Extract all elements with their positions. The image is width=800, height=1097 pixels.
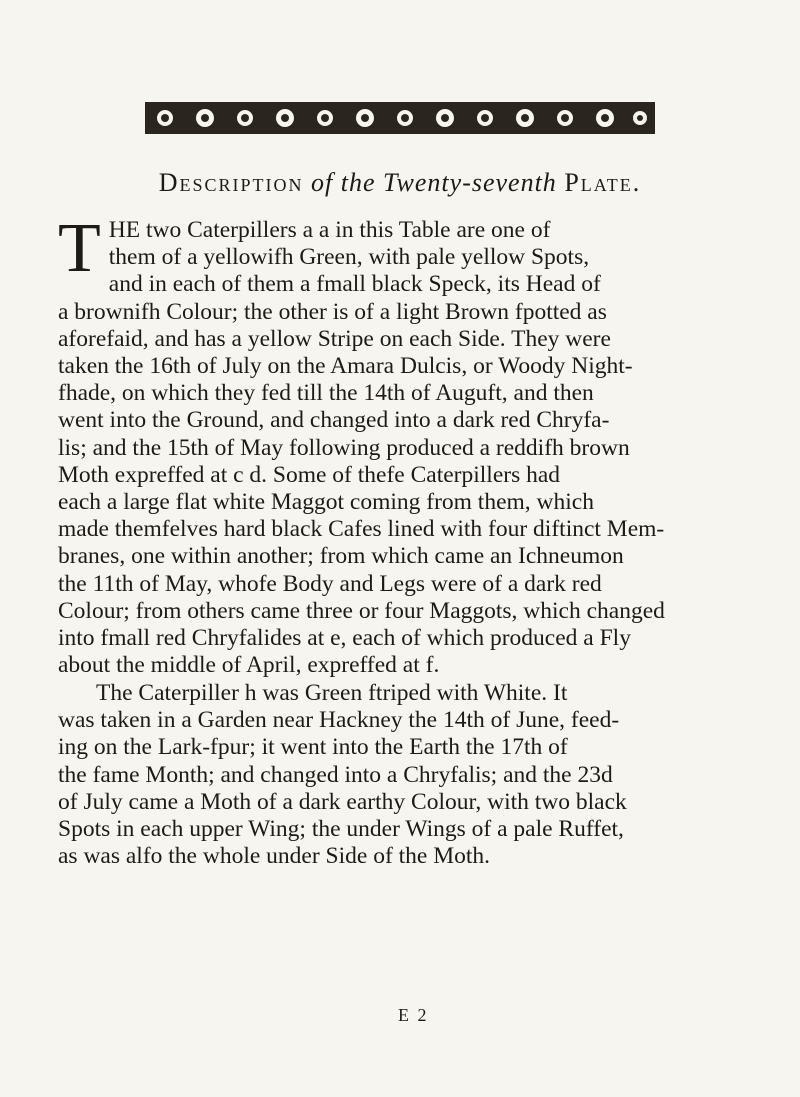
paragraph-caterpiller-h — [58, 680, 742, 870]
decorative-ornament-band — [145, 100, 655, 136]
text-line: the fame Month; and changed into a Chryfalis; and the 23d — [58, 761, 613, 788]
text-line: Colour; from others came three or four Maggots, which changed — [58, 597, 665, 624]
text-line: into fmall red Chryfalides at e, each of which produced a Fly — [58, 625, 631, 652]
text-line: went into the Ground, and changed into a dark red Chryfa- — [58, 407, 610, 434]
text-line: taken the 16th of July on the Amara Dulcis, or Woody Night- — [58, 353, 633, 380]
text-line: and in each of them a fmall black Speck, its Head of — [108, 271, 601, 298]
text-line: ing on the Lark-fpur; it went into the Earth the 17th of — [58, 734, 568, 761]
signature-mark: E 2 — [398, 1005, 429, 1025]
drop-capital: T — [58, 210, 101, 287]
heading-plate: Plate. — [564, 168, 642, 197]
text-line: the 11th of May, whofe Body and Legs were of a dark red — [58, 570, 602, 597]
text-line: lis; and the 15th of May following produced a reddifh brown — [58, 434, 630, 461]
text-line: HE two Caterpillers a a in this Table are one of — [108, 217, 551, 243]
text-line: a brownifh Colour; the other is of a light Brown fpotted as — [58, 298, 607, 325]
heading-plate-name: Twenty-seventh — [383, 168, 557, 197]
text-line: as was alfo the whole under Side of the Moth. — [58, 843, 491, 870]
text-line: fhade, on which they fed till the 14th of Auguft, and then — [58, 380, 594, 407]
heading-description: Description — [158, 168, 304, 197]
heading-of-the: of the — [311, 168, 376, 197]
text-line: The Caterpiller h was Green ftriped with White. It — [96, 680, 568, 706]
text-line: aforefaid, and has a yellow Stripe on each Side. They were — [58, 325, 611, 352]
paragraph-first-caterpillers — [58, 210, 742, 679]
plate-heading — [0, 168, 800, 198]
text-line: them of a yellowifh Green, with pale yellow Spots, — [108, 244, 590, 271]
text-line: was taken in a Garden near Hackney the 14th of June, feed- — [58, 707, 620, 734]
text-line: made themfelves hard black Cafes lined with four diftinct Mem- — [58, 516, 665, 543]
text-line: about the middle of April, expreffed at f. — [58, 652, 440, 679]
text-line: Spots in each upper Wing; the under Wings of a pale Ruffet, — [58, 816, 624, 843]
text-line: Moth expreffed at c d. Some of thefe Caterpillers had — [58, 461, 561, 488]
text-line: each a large flat white Maggot coming from them, which — [58, 489, 594, 516]
text-line: of July came a Moth of a dark earthy Colour, with two black — [58, 788, 627, 815]
text-line: branes, one within another; from which came an Ichneumon — [58, 543, 624, 570]
